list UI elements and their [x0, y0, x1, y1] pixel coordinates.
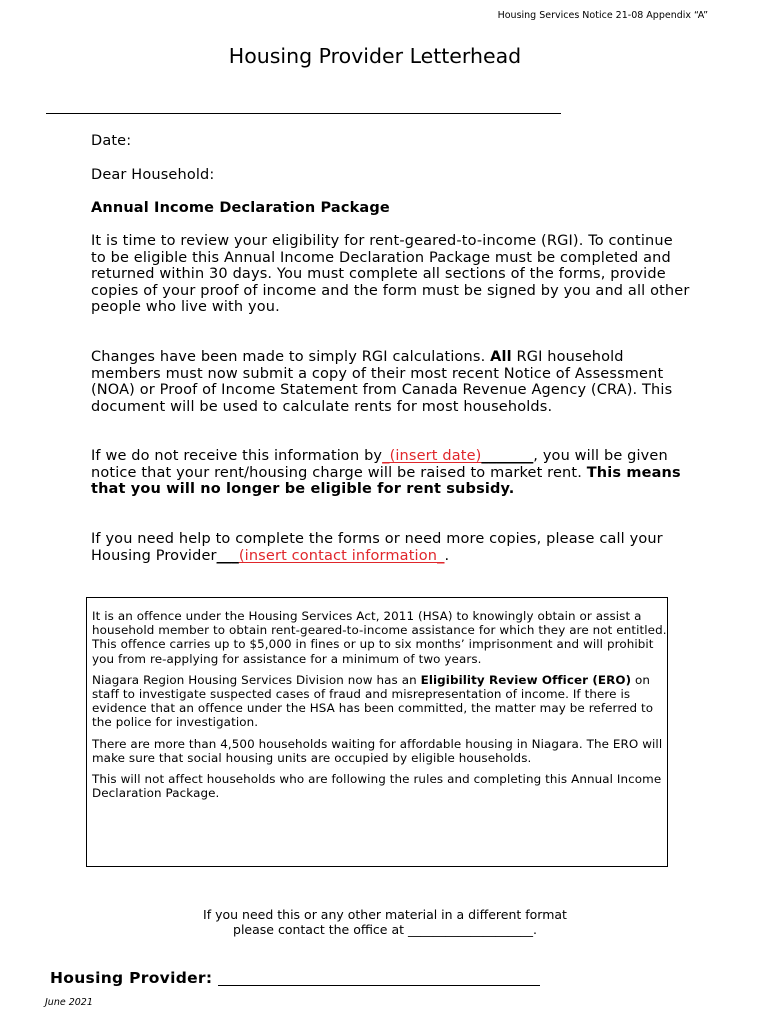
ero-emphasis: Eligibility Review Officer (ERO) — [420, 672, 632, 687]
date-label: Date: — [91, 133, 132, 149]
document-date: June 2021 — [45, 997, 93, 1008]
offence-paragraph: It is an offence under the Housing Services Act, 2011 (HSA) to knowingly obtain or assist a household member to obtain rent-geared-to-income assistance for which they are not entitled. This offence carries up to $5,000 in fines or up to six months’ imprisonment and will prohibit you from re-applying for assistance for a minimum of two years. — [92, 609, 667, 666]
paragraph-changes-text-2: RGI household members must now submit a copy of their most recent Notice of Assessment (NOA) or Proof of Income Statement from Canada Revenue Agency (CRA). This document will be used to calculate rents for most households. — [91, 349, 673, 415]
paragraph-help — [91, 531, 691, 564]
paragraph-help-text: If you need help to complete the forms or need more copies, please call your Housing Provider — [91, 531, 663, 564]
insert-date-placeholder: _(insert date) — [382, 448, 482, 464]
alternate-format-note — [0, 907, 770, 937]
paragraph-deadline-emphasis: This means that you will no longer be eligible for rent subsidy. — [91, 464, 681, 498]
insert-contact-placeholder: (insert contact information_ — [238, 547, 445, 564]
alternate-format-line-1: If you need this or any other material in a different format — [203, 907, 567, 922]
paragraph-deadline-text-2: , you will be given notice that your rent/housing charge will be raised to market rent. — [91, 448, 668, 481]
waiting-list-paragraph: There are more than 4,500 households waiting for affordable housing in Niagara. The ERO will make sure that social housing units are occupied by eligible households. — [92, 736, 663, 765]
housing-provider-label: Housing Provider: — [50, 969, 213, 987]
letterhead-title: Housing Provider Letterhead — [228, 44, 522, 68]
paragraph-deadline-text: If we do not receive this information by — [91, 448, 383, 464]
alternate-format-line-2: please contact the office at ____________________. — [233, 922, 537, 937]
paragraph-help-period: . — [444, 547, 450, 564]
notice-reference: Housing Services Notice 21-08 Appendix “A” — [497, 10, 708, 21]
salutation: Dear Household: — [91, 167, 215, 183]
ero-text: Niagara Region Housing Services Division now has an — [92, 672, 421, 687]
paragraph-eligibility: It is time to review your eligibility for rent-geared-to-income (RGI). To continue to be eligible this Annual Income Declaration Package must be completed and returned within 30 days. You must complete all sections of the forms, provide copies of your proof of income and the form must be signed by you and all other people who live with you. — [91, 233, 690, 316]
letter-heading: Annual Income Declaration Package — [91, 200, 390, 216]
paragraph-changes-emphasis: All — [490, 349, 512, 365]
housing-provider-signature — [50, 969, 540, 987]
letterhead-rule — [46, 113, 561, 114]
housing-provider-line — [218, 985, 540, 986]
paragraph-changes-text: Changes have been made to simply RGI calculations. — [91, 349, 491, 365]
contact-blank: ___ — [216, 547, 239, 564]
insert-date-blank: _______ — [481, 448, 534, 464]
offence-notice-box — [86, 597, 668, 867]
ero-text-2: on staff to investigate suspected cases of fraud and misrepresentation of income. If there is evidence that an offence under the HSA has been committed, the matter may be referred to the police for investigation. — [92, 672, 654, 730]
paragraph-changes — [91, 349, 691, 415]
rules-paragraph: This will not affect households who are following the rules and completing this Annual Income Declaration Package. — [92, 772, 662, 801]
paragraph-deadline — [91, 448, 691, 498]
ero-paragraph — [92, 673, 667, 730]
